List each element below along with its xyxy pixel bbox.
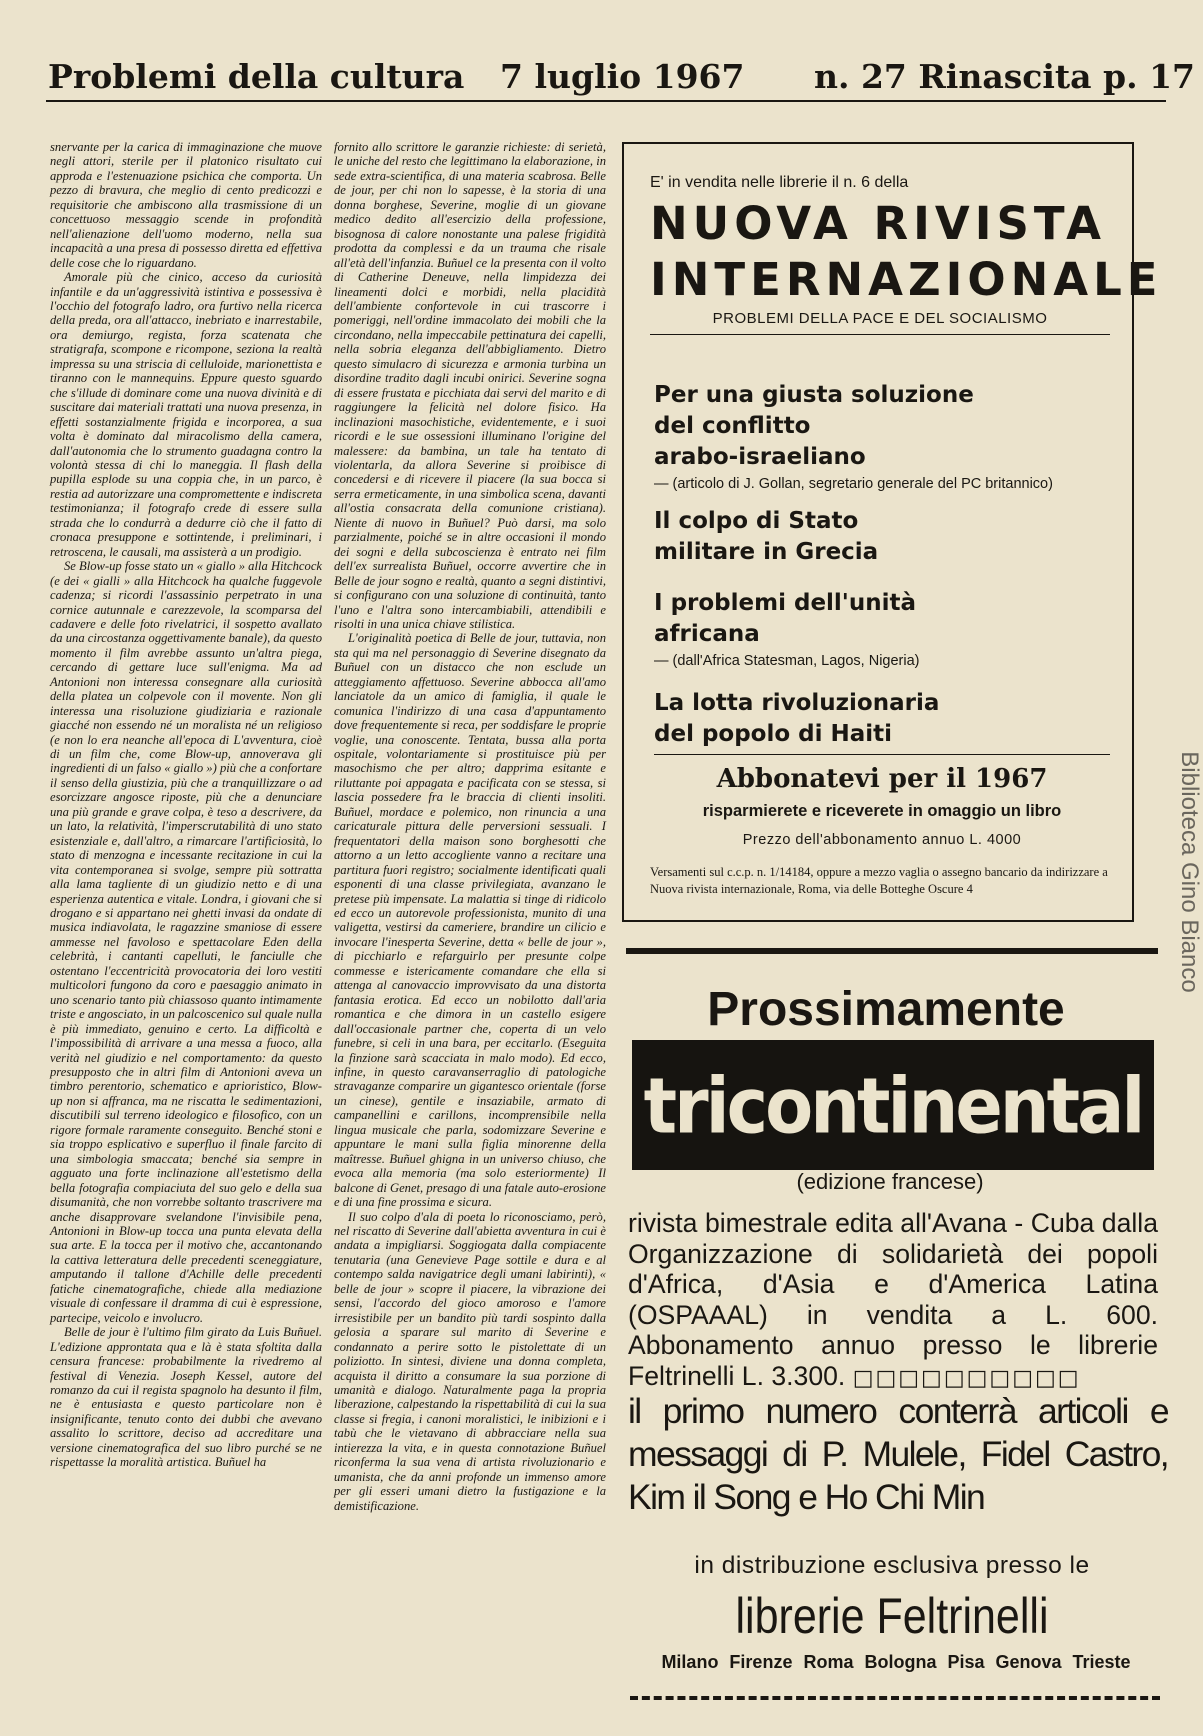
magazine-subtitle: PROBLEMI DELLA PACE E DEL SOCIALISMO bbox=[712, 310, 1048, 327]
bookshop-name: librerie Feltrinelli bbox=[735, 1588, 1049, 1644]
section-title: Problemi della cultura bbox=[48, 57, 465, 96]
article-paragraph: snervante per la carica di immaginazione che muove negli attori, sterile per il platonico risultato cui approda e l'estenuazione psichica che comporta. Un pezzo di bravura, che meglio di cento predicozzi e requisitorie che ambiscono alla trasmissione di un concettuoso messaggio scende in profondità nell'alienazione dell'uomo moderno, nella sua incapacità a una presa di possesso diretta ed effettiva delle cose che lo riguardano. bbox=[50, 140, 322, 270]
article-listing bbox=[654, 506, 1124, 568]
article-paragraph: L'originalità poetica di Belle de jour, tuttavia, non sta qui ma nel personaggio di Severine disegnato da Buñuel con un distacco che non esclude un atteggiamento affettuoso. Severine abbocca all'amo lanciatole da un amico di famiglia, il quale le comunica l'indirizzo di una casa d'appuntamento dove frequentemente si reca, per soddisfare le proprie voglie, una conoscente. Tentata, bussa alla porta ospitale, volontariamente si prostituisce più per masochismo che per altro; dapprima esitante e riluttante poi appagata e pacificata con se stessa, si lascia possedere fra le braccia di clienti insoliti. Buñuel, mordace e polemico, non rinuncia a una caricaturale pittura delle perversioni sessuali. I frequentatori della maison sono borghesotti che attorno a un letto accogliente vanno a recitare una partitura fuori registro; socialmente identificati quali esponenti di una classe privilegiata, avanzano le pretese più impensate. La malattia si tinge di ridicolo ed ecco un autorevole professionista, munito di una valigetta, vestirsi da cameriere, brandire un cilicio e invocare l'inesperta Severine, detta « belle de jour », di picchiarlo e refarguirlo per presunte colpe commesse e istericamente comandare che ella si attenga al canovaccio improvvisato da una distorta fantasia erotica. Ed ecco un nobilotto dall'aria romantica e che dimora in un castello esigere dall'occasionale partner che, coperta di un velo funebre, si celi in una bara, per eccitarlo. (Eseguita la finzione sarà scacciata in malo modo). Ed ecco, infine, in questo caravanserraglio di patologiche stravaganze comparire un gigantesco orientale (forse un cinese), gentile e insaziabile, armato di campanellini e carillons, incomprensibile nella lingua musicale che parla, sodomizzare Severine e appuntare le mani sulla figlia minorenne della maîtresse. Buñuel ghigna in un universo chiuso, che evoca alla memoria (ma solo esteriormente) Il balcone di Genet, presago di una fatale auto-erosione e di una fine prossima e sicura. bbox=[334, 631, 606, 1210]
subtitle-rule bbox=[650, 334, 1110, 335]
article-note: — (articolo di J. Gollan, segretario generale del PC britannico) bbox=[654, 476, 1053, 492]
distribution-text: in distribuzione esclusiva presso le bbox=[694, 1552, 1090, 1579]
advert-divider bbox=[626, 948, 1158, 954]
article-column-2 bbox=[334, 140, 606, 1730]
header-rule bbox=[46, 100, 1166, 102]
subscribe-title: Abbonatevi per il 1967 bbox=[716, 764, 1048, 794]
article-column-1 bbox=[50, 140, 322, 1730]
article-title-line: Il colpo di Stato bbox=[654, 508, 859, 534]
article-listing bbox=[654, 588, 1124, 672]
article-title-line: La lotta rivoluzionaria bbox=[654, 690, 940, 716]
magazine-title-line-1: NUOVA RIVISTA bbox=[650, 197, 1106, 250]
tricontinental-logo bbox=[632, 1040, 1154, 1170]
article-paragraph: Belle de jour è l'ultimo film girato da Luis Buñuel. L'edizione approntata qua e là è stata sfoltita dalla censura francese: probabilmente la rivedremo al festival di Venezia. Joseph Kessel, autore del romanzo da cui il regista spagnolo ha desunto il film, ne è entusiasta e questo particolare non è insignificante, tenuto conto dei dubbi che avevano assalito lo scrittore, deciso ad accreditare una versione cinematografica del suo libro purché se ne rispettasse la moralità artistica. Buñuel ha bbox=[50, 1325, 322, 1470]
edition-note: (edizione francese) bbox=[796, 1169, 984, 1194]
issue-number: n. 27 Rinascita p. 17 bbox=[814, 57, 1196, 96]
article-title-line: del conflitto bbox=[654, 413, 811, 439]
first-issue-text: il primo numero conterrà articoli e messaggi di P. Mulele, Fidel Castro, Kim il Song e Ho Chi Min bbox=[628, 1391, 1168, 1517]
article-title-line: africana bbox=[654, 621, 760, 647]
magazine-title-line-2: INTERNAZIONALE bbox=[650, 253, 1163, 306]
article-title-line: arabo-israeliano bbox=[654, 444, 866, 470]
article-paragraph: Amorale più che cinico, acceso da curiosità infantile e da un'aggressività istintiva e possessiva è l'occhio del fotografo ladro, ora furtivo nella ricerca della preda, ora all'attacco, inebriato e inarrestabile, ora demiurgo, regista, forza scatenata che stratigrafa, scompone e ricompone, seziona la realtà impressa su una striscia di celluloide, marionettista e tiranno con le mannequins. Eppure questo sguardo che s'illude di dominare come una nuova divinità e di suscitare dai materiali trattati una nuova presenza, in effetti sostanzialmente frigida e incorporea, a sua volta è dominato dal miracolismo della camera, dall'autonomia che lo strumento guadagna contro la volontà stessa di chi lo maneggia. Il flash della pupilla esplode su una coppia che, in un parco, è restia ad autorizzare una compromettente e indiscreta testimonianza; il fotografo crede di essere sulla strada che lo condurrà a dedurre ciò che il fatto di cronaca presuppone e sottintende, i preliminari, i retroscena, le causali, ma assisterà a un prodigio. bbox=[50, 270, 322, 559]
article-title-line: I problemi dell'unità bbox=[654, 590, 916, 616]
decorative-boxes: □□□□□□□□□□ bbox=[852, 1365, 1081, 1391]
article-note: — (dall'Africa Statesman, Lagos, Nigeria) bbox=[654, 653, 920, 669]
description-text: rivista bimestrale edita all'Avana - Cuba dalla Organizzazione di solidarietà dei popoli d'Africa, d'Asia e d'America Latina (OSPAAAL) in vendita a L. 600. Abbonamento annuo presso le librerie Feltrinelli L. 3.300. bbox=[628, 1208, 1158, 1391]
subscribe-price: Prezzo dell'abbonamento annuo L. 4000 bbox=[742, 832, 1022, 848]
advert-intro: E' in vendita nelle librerie il n. 6 della bbox=[650, 174, 909, 191]
article-paragraph: Se Blow-up fosse stato un « giallo » alla Hitchcock (e dei « gialli » alla Hitchcock ha qualche fuggevole cadenza; si ricordi l'assassinio perpetrato in una cornice autunnale e carezzevole, la scomparsa del cadavere e delle foto rivelatrici, il sospetto avallato da una circostanza oggettivamente banale), da questo momento il film avrebbe assunto un'altra piega, cercando di gettare luce sull'enigma. Ma ad Antonioni non interessa consegnare alla curiosità della platea un colpevole con il movente. Non gli interessa una risoluzione giudiziaria e razionale giacché non essendo né un moralista né un religioso (e non lo era neanche all'epoca di L'avventura, cioè di un film che, come Blow-up, annoverava gli ingredienti di un falso « giallo ») più che a confortare il senso della giustizia, più che a tranquillizzare o ad esorcizzare angosce riposte, più che a denunciare una più grande e grave colpa, è teso a descrivere, da un lato, la relatività, l'imperscrutabilità di uno stato esistenziale e, dall'altro, a rimarcare l'artificiosità, lo stato di menzogna e incessante recitazione in cui la vita contemporanea si svolge, sempre più sottratta alla lama tagliente di un giudizio netto e di una esperienza autentica e vitale. Londra, i giovani che si drogano e si appartano nei ghetti invasi da ondate di musica indiavolata, le ragazzine smaniose di essere ammesse nel favoloso e spettacolare Eden della celebrità, i cantanti capelluti, le fanciulle che ostentano l'eccentricità provocatoria dei loro vestiti multicolori fungono da coro e paesaggio animato in uno scenario tanto più chiassoso quanto intimamente triste e angosciato, in un palcoscenico sul quale nulla è più immediato, genuino e certo. La difficoltà e l'impossibilità di arrivare a una messa a fuoco, alla verità nel giudizio e nel comportamento: da questo presupposto che in altri film di Antonioni aveva un timbro perentorio, schematico e aprioristico, Blow-up non si affranca, ma ne riscatta le sedimentazioni, discutibili sul terreno ideologico e filosofico, con un rigore formale raramente conseguito. Benché stoni e sia troppo esplicativo e superfluo il finale farcito di una simbologia smaccata; benché sia sempre in agguato una forte inclinazione all'estetismo della bella fotografia compiaciuta del suo gelo e della sua disumanità, che non vorrebbe soltanto trascrivere ma anche disapprovare svelandone l'invisibile pena, Antonioni in Blow-up tocca una punta elevata della sua arte. E la tocca per il motivo che, accantonando la cattiva letteratura delle precedenti sceneggiature, amputando il tallone d'Achille delle precedenti fatiche cinematografiche, chiede alla mediazione visuale di confessare il dramma di cui è espressione, partecipe, veicolo e involucro. bbox=[50, 559, 323, 1325]
tricontinental-logo-text: tricontinental bbox=[643, 1060, 1143, 1152]
issue-date: 7 luglio 1967 bbox=[500, 57, 745, 96]
article-paragraph: Il suo colpo d'ala di poeta lo riconosciamo, però, nel riscatto di Severine dall'abietta avventura in cui è andata a impigliarsi. Soggiogata dalla compiacente tenutaria (una Genevieve Page sottile e dura e al contempo salda navigatrice degli umani labirinti), « belle de jour » scopre il piacere, la vibrazione dei sensi, l'accordo del gioco amoroso e l'amore irresistibile per un bandito più tardi sospinto dalla gelosia a sparare sul marito di Severine e condannato a perire sotto le pistolettate di un poliziotto. In sintesi, diviene una donna completa, acquista il diritto a consumare la sua porzione di umanità e dialogo. Naturalmente paga la propria liberazione, calpestando la rispettabilità di cui la sua classe si fregia, i canoni moralistici, le inibizioni e i tabù che le vietavano di abbracciare nella sua intierezza la vita, e in questa connotazione Buñuel riconferma la sua vena di artista rivoluzionario e umanista, che da anni profonde un immenso amore per gli esseri umani dietro la fustigazione e la demistificazione. bbox=[334, 1209, 606, 1513]
article-listing bbox=[654, 688, 1124, 750]
city-list: Milano Firenze Roma Bologna Pisa Genova Trieste bbox=[661, 1652, 1131, 1672]
tricontinental-heading: Prossimamente bbox=[707, 983, 1065, 1036]
subscribe-rule bbox=[654, 754, 1110, 755]
article-title-line: militare in Grecia bbox=[654, 539, 879, 565]
article-listing bbox=[654, 380, 1124, 495]
tricontinental-description bbox=[628, 1208, 1158, 1395]
rivista-advert bbox=[622, 142, 1163, 922]
payment-note: Versamenti sul c.c.p. n. 1/14184, oppure a mezzo vaglia o assegno bancario da indirizzare a Nuova rivista internazionale, Roma, via delle Botteghe Oscure 4 bbox=[650, 865, 1108, 896]
subscribe-subtitle: risparmierete e riceverete in omaggio un libro bbox=[702, 802, 1062, 820]
article-title-line: Per una giusta soluzione bbox=[654, 382, 974, 408]
magazine-title bbox=[650, 196, 1163, 308]
article-paragraph: fornito allo scrittore le garanzie richieste: di serietà, le uniche del resto che legittimano la elaborazione, in sede extra-scientifica, di una materia scabrosa. Belle de jour, per chi non lo sapesse, è la storia di una donna borghese, Severine, moglie di un giovane medico dedito all'esercizio della professione, bisognosa di calore nonostante una palese frigidità prodotta da complessi e da un trauma che risale all'età dell'infanzia. Buñuel ce la presenta con il volto di Catherine Deneuve, nella limpidezza dei lineamenti dolci e morbidi, nella placidità dell'ambiente confortevole in cui trascorre i pomeriggi, nell'ordine immacolato dei mobili che la circondano, nella impeccabile pettinatura dei capelli, nella sobria eleganza dell'abbigliamento. Dietro questo simulacro di sicurezza e armonia turbina un disordine tradito dagli incubi onirici. Severine sogna di essere frustata e picchiata dai servi del marito e di raggiungere la felicità nel dolore fisico. Ha inclinazioni masochistiche, evidentemente, e i suoi ricordi e le sue ossessioni illuminano l'origine del malessere: da bambina, un tale ha tentato di violentarla, da allora Severine si proibisce di concedersi e di ricevere il piacere (la sua bocca si serra ermeticamente, in una simbolica scena, davanti all'ostia consacrata della comunione cristiana). Niente di nuovo in Buñuel? Può darsi, ma solo parzialmente, poiché se in altre occasioni il mondo dei sogni e della subcoscienza è entrato nei film dell'ex surrealista Buñuel, occorre avvertire che in Belle de jour sogno e realtà, quanto a segni distintivi, si configurano con una soluzione di continuità, tanto l'uno e l'altra sono intercambiabili, attendibili e risolti in una unica chiave stilistica. bbox=[334, 140, 606, 631]
article-title-line: del popolo di Haiti bbox=[654, 721, 893, 747]
page-header bbox=[46, 52, 1196, 102]
library-stamp-text: Biblioteca Gino Bianco bbox=[1176, 751, 1203, 993]
bottom-rule bbox=[630, 1696, 1160, 1700]
library-stamp bbox=[1175, 720, 1203, 1020]
